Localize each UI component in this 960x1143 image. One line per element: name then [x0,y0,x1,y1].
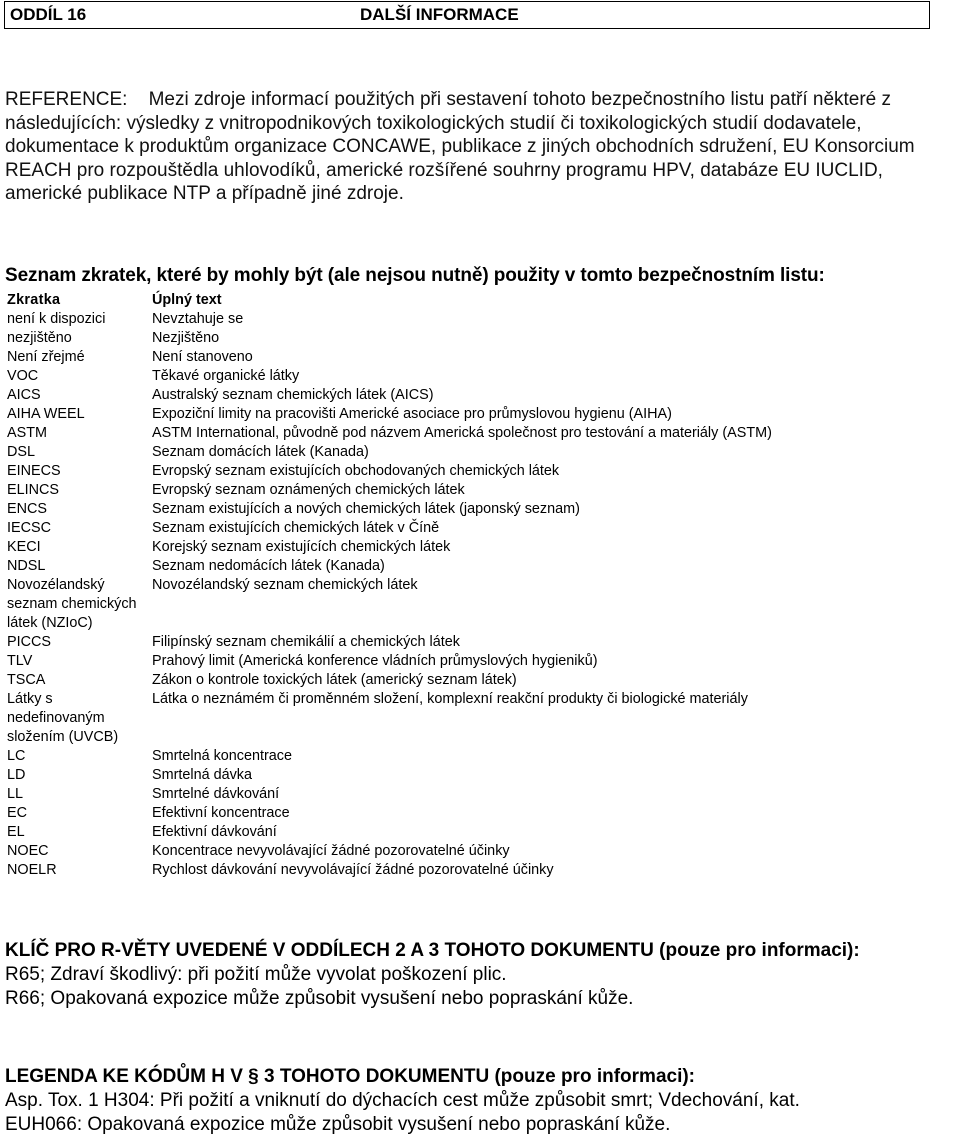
table-row [7,462,907,481]
r-phrase-line: R65; Zdraví škodlivý: při požití může vyvolat poškození plic. [5,964,507,985]
full-text-cell: Prahový limit (Americká konference vládních průmyslových hygieniků) [152,653,598,669]
table-row [7,747,907,766]
full-text-cell: Látka o neznámém či proměnném složení, komplexní reakční produkty či biologické materiály [152,691,748,707]
abbreviation-cell: TSCA [7,672,46,688]
section-header-bar [4,1,930,29]
abbreviation-cell: nezjištěno [7,330,72,346]
table-row [7,766,907,785]
full-text-cell: Seznam domácích látek (Kanada) [152,444,369,460]
table-row [7,310,907,329]
column-header-abbreviation: Zkratka [7,292,61,308]
abbreviations-rows [7,310,907,880]
full-text-cell: Smrtelná dávka [152,767,252,783]
full-text-cell: Efektivní dávkování [152,824,277,840]
abbreviation-cell: AIHA WEEL [7,406,85,422]
table-row [7,481,907,500]
full-text-cell: Seznam existujících a nových chemických látek (japonský seznam) [152,501,580,517]
table-row [7,557,907,576]
r-phrases-heading: KLÍČ PRO R-VĚTY UVEDENÉ V ODDÍLECH 2 A 3 TOHOTO DOKUMENTU (pouze pro informaci): [5,940,860,961]
full-text-cell: Novozélandský seznam chemických látek [152,577,418,593]
abbreviation-cell: LC [7,748,26,764]
full-text-cell: Těkavé organické látky [152,368,300,384]
full-text-cell: Australský seznam chemických látek (AICS) [152,387,434,403]
table-row [7,671,907,690]
table-row [7,576,907,633]
abbreviation-cell: Novozélandský seznam chemických látek (NZIoC) [7,577,137,631]
h-codes-legend [5,1065,960,1137]
table-row [7,519,907,538]
section-title: DALŠÍ INFORMACE [360,5,519,24]
abbreviation-cell: ELINCS [7,482,59,498]
abbreviations-header-row [7,291,907,310]
abbreviation-cell: EL [7,824,25,840]
full-text-cell: ASTM International, původně pod názvem Americká společnost pro testování a materiály (ASTM) [152,425,772,441]
full-text-cell: Expoziční limity na pracovišti Americké asociace pro průmyslovou hygienu (AIHA) [152,406,672,422]
abbreviation-cell: není k dispozici [7,311,106,327]
h-code-line: EUH066: Opakovaná expozice může způsobit vysušení nebo popraskání kůže. [5,1114,671,1135]
full-text-cell: Koncentrace nevyvolávající žádné pozorovatelné účinky [152,843,510,859]
table-row [7,386,907,405]
abbreviation-cell: Není zřejmé [7,349,85,365]
r-phrases-key [5,939,953,1011]
table-row [7,424,907,443]
full-text-cell: Není stanoveno [152,349,253,365]
full-text-cell: Nezjištěno [152,330,220,346]
table-row [7,785,907,804]
abbreviation-cell: PICCS [7,634,51,650]
table-row [7,329,907,348]
table-row [7,405,907,424]
abbreviation-cell: Látky s nedefinovaným složením (UVCB) [7,691,119,745]
table-row [7,443,907,462]
full-text-cell: Evropský seznam existujících obchodovaných chemických látek [152,463,560,479]
table-row [7,690,907,747]
table-row [7,804,907,823]
table-row [7,500,907,519]
full-text-cell: Evropský seznam oznámených chemických látek [152,482,465,498]
references-text: Mezi zdroje informací použitých při sestavení tohoto bezpečnostního listu patří některé z následujících: výsledky z vnitropodnikových toxikologických studií či toxikologických studií dodavatele, dokumentace k produktům organizace CONCAWE, publikace z jiných obchodních sdružení, EU Konsorcium REACH pro rozpouštědla uhlovodíků, americké rozšířené souhrny programu HPV, databáze EU IUCLID, americké publikace NTP a případně jiné zdroje. [5,89,915,204]
r-phrase-line: R66; Opakovaná expozice může způsobit vysušení nebo popraskání kůže. [5,988,634,1009]
h-code-line: Asp. Tox. 1 H304: Při požití a vniknutí do dýchacích cest může způsobit smrt; Vdechování, kat. [5,1090,800,1111]
abbreviations-heading: Seznam zkratek, které by mohly být (ale nejsou nutně) použity v tomto bezpečnostním listu: [5,265,825,286]
abbreviation-cell: EC [7,805,27,821]
abbreviation-cell: TLV [7,653,33,669]
table-row [7,367,907,386]
full-text-cell: Nevztahuje se [152,311,244,327]
abbreviations-table [7,291,907,880]
abbreviation-cell: AICS [7,387,41,403]
abbreviation-cell: LL [7,786,24,802]
abbreviation-cell: NOELR [7,862,57,878]
full-text-cell: Smrtelná koncentrace [152,748,292,764]
references-paragraph [5,88,953,206]
table-row [7,823,907,842]
full-text-cell: Efektivní koncentrace [152,805,290,821]
table-row [7,861,907,880]
full-text-cell: Filipínský seznam chemikálií a chemických látek [152,634,460,650]
table-row [7,348,907,367]
abbreviation-cell: VOC [7,368,39,384]
abbreviation-cell: NOEC [7,843,49,859]
column-header-full-text: Úplný text [152,292,222,308]
section-number: ODDÍL 16 [10,5,87,24]
abbreviation-cell: ASTM [7,425,47,441]
full-text-cell: Korejský seznam existujících chemických látek [152,539,451,555]
references-label: REFERENCE: [5,89,128,110]
abbreviation-cell: IECSC [7,520,51,536]
full-text-cell: Seznam nedomácích látek (Kanada) [152,558,385,574]
full-text-cell: Seznam existujících chemických látek v Číně [152,520,440,536]
h-codes-heading: LEGENDA KE KÓDŮM H V § 3 TOHOTO DOKUMENTU (pouze pro informaci): [5,1066,696,1087]
abbreviation-cell: EINECS [7,463,61,479]
full-text-cell: Rychlost dávkování nevyvolávající žádné pozorovatelné účinky [152,862,554,878]
abbreviation-cell: KECI [7,539,41,555]
abbreviation-cell: DSL [7,444,35,460]
full-text-cell: Zákon o kontrole toxických látek (americký seznam látek) [152,672,517,688]
table-row [7,652,907,671]
full-text-cell: Smrtelné dávkování [152,786,280,802]
abbreviation-cell: ENCS [7,501,47,517]
table-row [7,633,907,652]
abbreviation-cell: LD [7,767,26,783]
table-row [7,842,907,861]
table-row [7,538,907,557]
abbreviation-cell: NDSL [7,558,46,574]
